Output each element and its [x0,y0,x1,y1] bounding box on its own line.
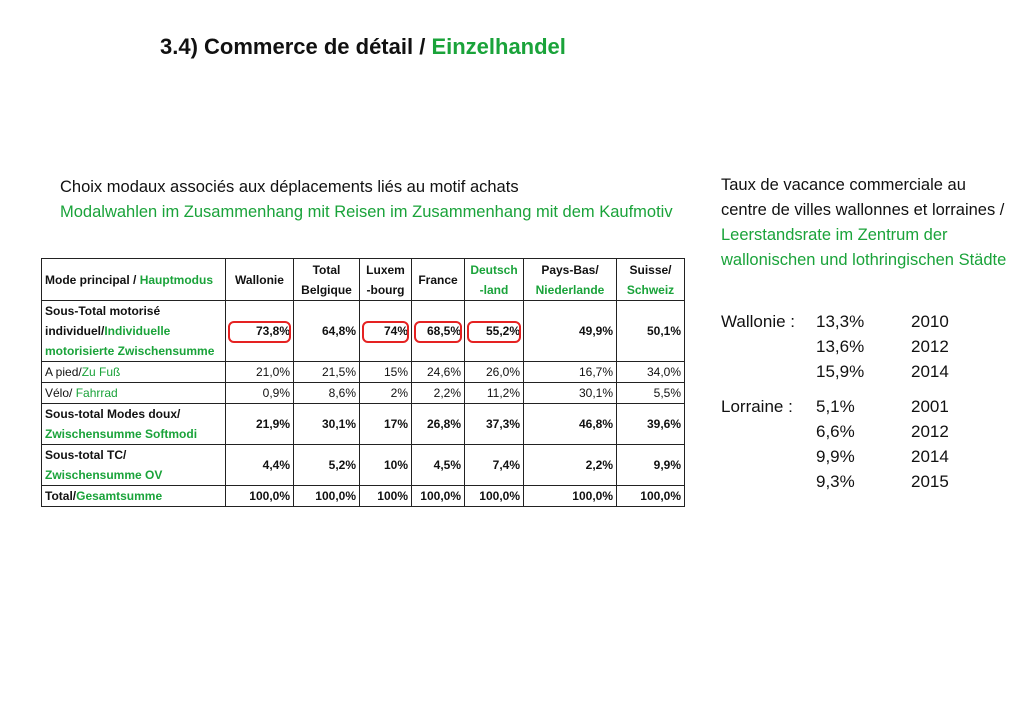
table-cell: 68,5% [412,301,465,362]
table-cell: 37,3% [465,404,524,445]
table-cell: 100% [360,486,412,507]
table-cell: 21,5% [294,362,360,383]
table-cell: 30,1% [524,383,617,404]
table-cell: 15% [360,362,412,383]
title-fr: 3.4) Commerce de détail / [160,34,432,59]
table-row [42,404,685,445]
page-title [160,34,566,60]
table-cell: 74% [360,301,412,362]
header-france: France [412,259,465,301]
table-cell: 100,0% [617,486,685,507]
vacancy-region: Wallonie : [721,312,796,331]
table-cell: 100,0% [226,486,294,507]
vacancy-value: 9,3% [816,472,855,491]
vacancy-year: 2001 [911,397,949,416]
table-cell: 55,2% [465,301,524,362]
vacancy-list [721,309,971,504]
vacancy-region [721,444,816,469]
header-suisse: Suisse/ Schweiz [617,259,685,301]
table-cell: 30,1% [294,404,360,445]
table-cell: 50,1% [617,301,685,362]
vacancy-entry [721,469,971,494]
table-cell: 2% [360,383,412,404]
vacancy-value: 15,9% [816,362,865,381]
table-cell: 26,0% [465,362,524,383]
modal-split-table [41,258,685,507]
vacancy-year: 2014 [911,362,949,381]
vacancy-year: 2010 [911,312,949,331]
table-cell: 49,9% [524,301,617,362]
vacancy-de: Leerstandsrate im Zentrum der wallonischen und lothringischen Städte [721,226,1007,269]
vacancy-group-lorraine [721,394,971,494]
table-caption [60,175,700,224]
vacancy-entry [721,359,971,384]
header-paysbas: Pays-Bas/ Niederlande [524,259,617,301]
table-cell: 0,9% [226,383,294,404]
table-cell: 11,2% [465,383,524,404]
vacancy-value: 5,1% [816,397,855,416]
table-cell: 4,5% [412,445,465,486]
header-deutschland: Deutsch -land [465,259,524,301]
vacancy-year: 2015 [911,472,949,491]
row-label: Total/Gesamtsumme [42,486,226,507]
vacancy-year: 2012 [911,422,949,441]
vacancy-entry [721,444,971,469]
table-cell: 100,0% [294,486,360,507]
table-row [42,301,685,362]
table-cell: 8,6% [294,383,360,404]
table-cell: 46,8% [524,404,617,445]
header-belgique: Total Belgique [294,259,360,301]
table-cell: 9,9% [617,445,685,486]
table-cell: 39,6% [617,404,685,445]
table-cell: 2,2% [412,383,465,404]
title-de: Einzelhandel [431,34,566,59]
table-cell: 100,0% [524,486,617,507]
vacancy-year: 2012 [911,337,949,356]
table-row [42,445,685,486]
table-cell: 100,0% [465,486,524,507]
header-mode: Mode principal / Hauptmodus [42,259,226,301]
table-cell: 2,2% [524,445,617,486]
header-wallonie: Wallonie [226,259,294,301]
vacancy-caption [721,173,1011,273]
table-cell: 7,4% [465,445,524,486]
table-cell: 24,6% [412,362,465,383]
vacancy-region: Lorraine : [721,397,793,416]
vacancy-region [721,359,816,384]
vacancy-entry [721,309,971,334]
vacancy-entry [721,334,971,359]
table-cell: 73,8% [226,301,294,362]
header-luxembourg: Luxem -bourg [360,259,412,301]
table-cell: 21,9% [226,404,294,445]
row-label: Vélo/ Fahrrad [42,383,226,404]
table-cell: 5,5% [617,383,685,404]
table-cell: 26,8% [412,404,465,445]
vacancy-entry [721,419,971,444]
table-cell: 5,2% [294,445,360,486]
table-cell: 17% [360,404,412,445]
vacancy-group-wallonie [721,309,971,384]
table-cell: 10% [360,445,412,486]
vacancy-value: 9,9% [816,447,855,466]
table-cell: 4,4% [226,445,294,486]
table-cell: 21,0% [226,362,294,383]
vacancy-region [721,334,816,359]
row-label: Sous-total TC/ Zwischensumme OV [42,445,226,486]
vacancy-value: 6,6% [816,422,855,441]
caption-fr: Choix modaux associés aux déplacements liés au motif achats [60,178,519,196]
caption-de: Modalwahlen im Zusammenhang mit Reisen im Zusammenhang mit dem Kaufmotiv [60,202,673,221]
table-cell: 16,7% [524,362,617,383]
table-row [42,486,685,507]
row-label: Sous-Total motorisé individuel/Individuelle motorisierte Zwischensumme [42,301,226,362]
table-row [42,383,685,404]
table-cell: 34,0% [617,362,685,383]
row-label: A pied/Zu Fuß [42,362,226,383]
vacancy-region [721,419,816,444]
table-cell: 64,8% [294,301,360,362]
vacancy-value: 13,6% [816,337,865,356]
vacancy-value: 13,3% [816,312,865,331]
table-cell: 100,0% [412,486,465,507]
row-label: Sous-total Modes doux/ Zwischensumme Softmodi [42,404,226,445]
vacancy-year: 2014 [911,447,949,466]
vacancy-region [721,469,816,494]
vacancy-entry [721,394,971,419]
vacancy-fr: Taux de vacance commerciale au centre de villes wallonnes et lorraines / [721,176,1005,219]
table-row [42,362,685,383]
table-header-row [42,259,685,301]
